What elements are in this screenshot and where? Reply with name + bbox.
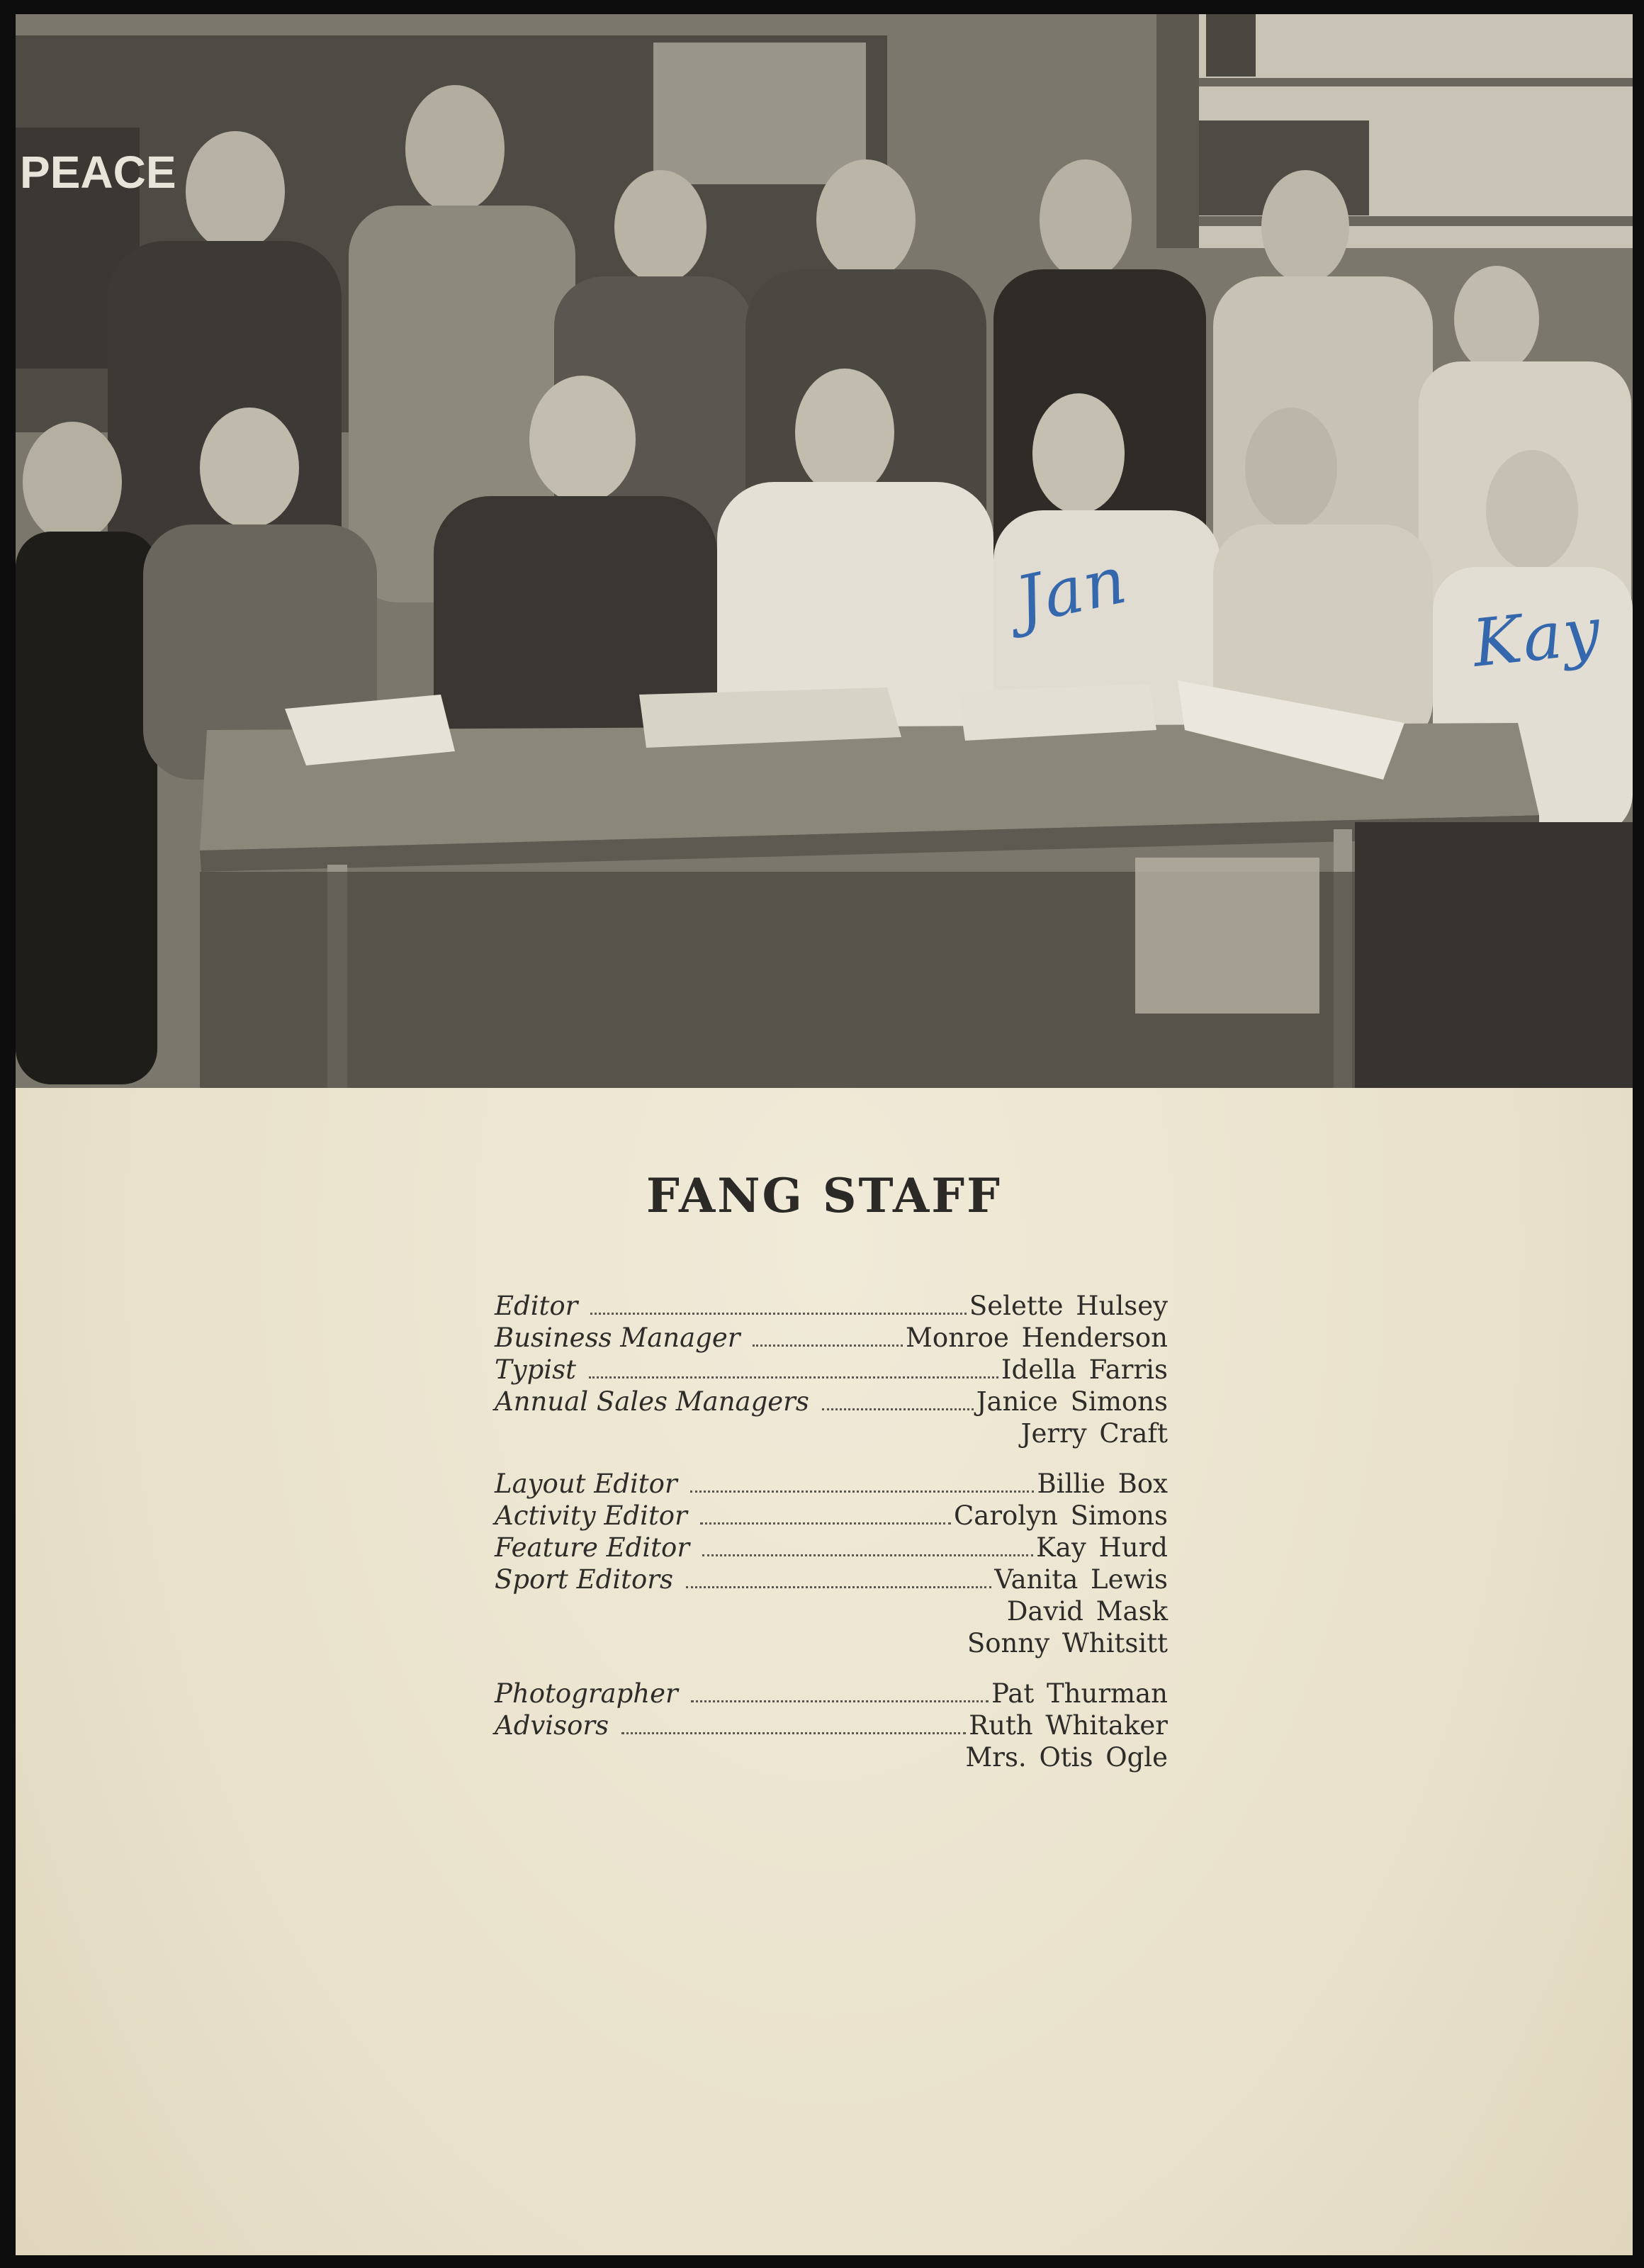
page-title: FANG STAFF <box>646 1168 1002 1223</box>
staff-row <box>495 1595 1168 1627</box>
staff-row <box>495 1354 1168 1386</box>
dot-leader <box>753 1344 903 1347</box>
yearbook-page <box>16 14 1633 2255</box>
signature-kay: Kay <box>1469 593 1605 682</box>
staff-name: Janice Simons <box>976 1386 1168 1417</box>
staff-group <box>495 1678 1168 1773</box>
dot-leader <box>691 1700 989 1702</box>
dot-leader <box>686 1586 991 1588</box>
staff-name: Billie Box <box>1037 1469 1168 1499</box>
staff-name: David Mask <box>1006 1596 1168 1627</box>
staff-role: Advisors <box>495 1710 609 1741</box>
staff-row <box>495 1418 1168 1449</box>
staff-role: Business Manager <box>495 1323 741 1353</box>
dot-leader <box>702 1554 1033 1556</box>
wall-sign-text: PEACE <box>20 147 176 198</box>
staff-row <box>495 1564 1168 1595</box>
staff-name: Pat Thurman <box>991 1678 1168 1709</box>
staff-row <box>495 1386 1168 1418</box>
signature-jan: Jan <box>1009 541 1135 639</box>
staff-role: Feature Editor <box>495 1532 690 1563</box>
staff-group-photo <box>16 14 1633 1088</box>
dot-leader <box>822 1408 974 1410</box>
staff-name: Ruth Whitaker <box>969 1710 1168 1741</box>
staff-row <box>495 1678 1168 1710</box>
staff-row <box>495 1710 1168 1741</box>
staff-role: Annual Sales Managers <box>495 1386 809 1417</box>
staff-name: Jerry Craft <box>1020 1418 1168 1449</box>
staff-role: Editor <box>495 1291 578 1321</box>
staff-row <box>495 1468 1168 1500</box>
staff-role: Layout Editor <box>495 1469 677 1499</box>
dot-leader <box>700 1522 951 1525</box>
staff-row <box>495 1627 1168 1659</box>
staff-name: Vanita Lewis <box>994 1564 1168 1595</box>
staff-name: Kay Hurd <box>1036 1532 1168 1563</box>
staff-row <box>495 1322 1168 1354</box>
staff-role: Typist <box>495 1354 576 1385</box>
dot-leader <box>621 1732 966 1734</box>
staff-group <box>495 1468 1168 1659</box>
staff-row <box>495 1741 1168 1773</box>
dot-leader <box>690 1491 1035 1493</box>
staff-list <box>495 1290 1168 1792</box>
staff-role: Photographer <box>495 1678 678 1709</box>
staff-role: Activity Editor <box>495 1500 687 1531</box>
staff-name: Sonny Whitsitt <box>967 1628 1168 1658</box>
staff-row <box>495 1290 1168 1322</box>
staff-group <box>495 1290 1168 1449</box>
staff-name: Idella Farris <box>1001 1354 1168 1385</box>
dot-leader <box>589 1376 998 1379</box>
staff-row <box>495 1532 1168 1564</box>
dot-leader <box>590 1313 967 1315</box>
staff-name: Monroe Henderson <box>906 1323 1168 1353</box>
staff-name: Carolyn Simons <box>953 1500 1168 1531</box>
staff-name: Selette Hulsey <box>969 1291 1168 1321</box>
staff-row <box>495 1500 1168 1532</box>
staff-role: Sport Editors <box>495 1564 673 1595</box>
staff-name: Mrs. Otis Ogle <box>965 1742 1168 1773</box>
